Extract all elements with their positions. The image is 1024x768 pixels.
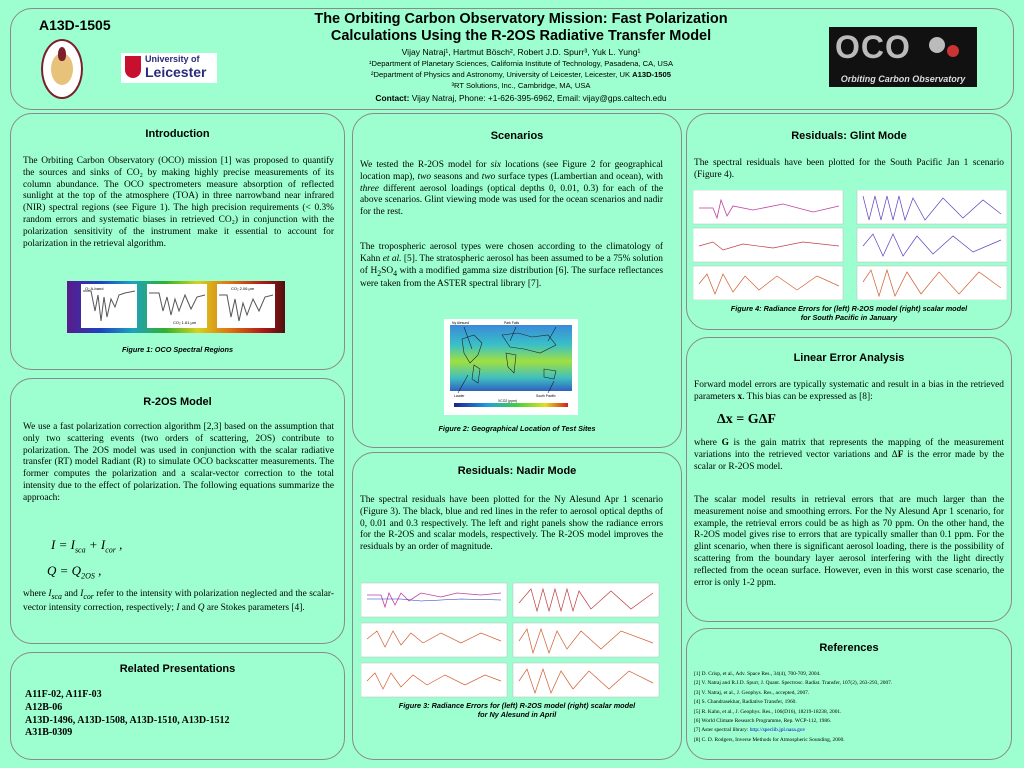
glint-title: Residuals: Glint Mode [791,130,907,142]
linear-error-analysis-panel [686,337,1012,622]
list-item: A12B-06 [25,701,63,713]
glint-text: The spectral residuals have been plotted for the South Pacific Jan 1 scenario (Figure 4). [694,158,1004,180]
figure-2-location-map [444,319,578,415]
list-item: [6] World Climate Research Programme, Rep. WCP-112, 1986. [694,718,832,725]
linear-title: Linear Error Analysis [793,352,905,364]
list-item: A31B-0309 [25,727,73,739]
related-list [25,689,229,740]
aster-library-link[interactable]: http://speclib.jpl.nasa.gov [749,727,806,734]
figure-2-caption: Figure 2: Geographical Location of Test Sites [438,424,596,433]
affiliation-1: ¹Department of Planetary Sciences, California Institute of Technology, Pasadena, CA, USA [368,59,674,68]
list-item: [5] R. Kahn, et al., J. Geophys. Res., 106(D16), 18219-18238, 2001. [694,708,842,715]
related-title: Related Presentations [119,663,236,675]
fig1-label-o2: O₂ A-band [85,286,104,291]
nadir-mode-panel [352,452,682,760]
equation-bias: Δx = GΔF [717,412,776,427]
fig1-label-co2-161: CO₂ 1.61 µm [173,320,197,325]
introduction-text: The Orbiting Carbon Observatory (OCO) mission [1] was proposed to quantify the sources and sinks of CO₂ by making highly precise measurements of its column abundance. The OCO spectrometers measure absorption of reflected sunlight at the top of the atmosphere (TOA) in three narrowband near infrared (NIR) spectral regions (see Figure 1). The high precision requirements (< 0.3% random errors and systematic biases in retrieved CO₂) in conjunction with the polarization sensitivity of the instrument make it essential to account for polarization in the retrieval algorithm. [23,156,334,249]
svg-text:Lauder: Lauder [454,394,465,398]
list-item: [3] V. Natraj, et al., J. Geophys. Res., accepted, 2007. [694,689,810,696]
svg-text:South Pacific: South Pacific [536,394,556,398]
list-item: [8] C. D. Rodgers, Inverse Methods for Atmospheric Sounding, 2000. [694,736,845,743]
caltech-seal-logo [41,39,83,99]
scenarios-text-1: We tested the R-2OS model for six locations (see Figure 2 for geographical location map), two seasons and two surface types (Lambertian and ocean), with three different aerosol loadings (optical depths 0, 0.01, 0.3) for each of the above scenarios. Glint viewing mode was used for the ocean scenarios and nadir for the rest. [360,160,663,218]
figure-1-caption: Figure 1: OCO Spectral Regions [121,345,234,354]
fig1-label-co2-206: CO₂ 2.06 µm [231,286,255,291]
introduction-title: Introduction [145,128,210,140]
affiliation-3: ³RT Solutions, Inc., Cambridge, MA, USA [451,81,591,90]
related-presentations-panel [10,652,345,760]
poster-id: A13D-1505 [39,17,111,33]
r2os-text-2: where $I_{sca}$ and $I_{cor}$ refer to the intensity with polarization neglected and the scalar-vector intensity correction, respectively; I and Q are Stokes parameters [4]. [23,589,334,613]
oco-logo: OCO Orbiting Carbon Observatory [829,27,977,87]
svg-text:XCO2 (ppm): XCO2 (ppm) [498,399,518,403]
figure-4-radiance-errors [693,190,1007,300]
linear-text-1: Forward model errors are typically systematic and result in a bias in the retrieved parameters x. This bias can be expressed as [8]: [694,380,1004,402]
leicester-logo: University of Leicester [121,53,217,83]
leicester-shield-icon [125,56,141,78]
list-item: [2] V. Natraj and R.J.D. Spurr, J. Quant. Spectrosc. Radiat. Transfer, 107(2), 263-293, 2007. [694,680,893,687]
header-panel [10,8,1014,110]
affiliation-2: ²Department of Physics and Astronomy, University of Leicester, Leicester, UK A13D-1505 [371,70,671,79]
references-list [694,670,892,745]
r2os-model-panel [10,378,345,644]
figure-3-caption: Figure 3: Radiance Errors for (left) R-2OS model (right) scalar model for Ny Alesund in April [398,701,636,719]
contact: Contact: Vijay Natraj, Phone: +1-626-395-6962, Email: vijay@gps.caltech.edu [375,93,667,103]
svg-text:Ny Alesund: Ny Alesund [452,321,470,325]
references-title: References [819,642,879,654]
equation-stokes-q: $Q = Q_{2OS}$ , [47,563,102,581]
svg-text:Park Falls: Park Falls [504,321,520,325]
list-item: [1] D. Crisp, et al., Adv. Space Res., 34(4), 700-709, 2004. [694,671,821,677]
r2os-text: We use a fast polarization correction algorithm [2,3] based on the assumption that only two scattering events (two orders of scattering, 2OS) contribute to polarization. The 2OS model was used in conjunction with the scalar radiative transfer (RT) model Radiant (R) to simulate OCO backscatter measurements. The former computes the polarization and a scalar-vector correction to the total intensity due to the effect of polarization. The following equations summarize the approach: [23,422,334,503]
figure-4-caption: Figure 4: Radiance Errors for (left) R-2OS model (right) scalar model for South Pacific in January [730,304,968,322]
scenarios-panel [352,113,682,448]
nadir-title: Residuals: Nadir Mode [457,465,577,477]
scenarios-title: Scenarios [490,130,544,142]
figure-1-spectral-regions [67,281,285,333]
glint-mode-panel [686,113,1012,330]
r2os-title: R-2OS Model [143,396,212,408]
list-item: [7] Aster spectral library: http://speclib.jpl.nasa.gov [694,727,806,734]
equation-intensity: $I = I_{sca} + I_{cor}$ , [51,537,123,555]
introduction-panel [10,113,345,370]
list-item: A11F-02, A11F-03 [25,689,102,700]
figure-3-radiance-errors [361,581,661,699]
authors: Vijay Natraj¹, Hartmut Bösch², Robert J.D. Spurr³, Yuk L. Yung¹ [401,47,641,57]
nadir-text: The spectral residuals have been plotted for the Ny Alesund Apr 1 scenario (Figure 3). The black, blue and red lines in the refer to aerosol optical depths of 0, 0.01 and 0.3 respectively. The left and right panels show the radiance errors for the R-2OS and scalar models, respectively. The R-2OS model improves the residuals by an order of magnitude. [360,495,663,553]
linear-text-2: where G is the gain matrix that represents the mapping of the measurement variations into the retrieved vector variations and ΔF is the error made by the scalar or R-2OS model. [694,438,1004,472]
scenarios-text-2: The tropospheric aerosol types were chosen according to the climatology of Kahn et al. [5]. The stratospheric aerosol has been assumed to be a 75% solution of $H_2SO_4$ with a modified gamma size distribution [6]. The surface reflectances were taken from the ASTER spectral library [7]. [360,242,663,290]
list-item: [4] S. Chandrasekhar, Radiative Transfer, 1960. [694,699,797,706]
list-item: A13D-1496, A13D-1508, A13D-1510, A13D-1512 [25,714,230,726]
poster-title: The Orbiting Carbon Observatory Mission: Fast Polarization Calculations Using the R-2OS Radiative Transfer Model [314,11,728,44]
linear-text-3: The scalar model results in retrieval errors that are much larger than the measurement noise and smoothing errors. For the Ny Alesund Apr 1 scenario, for example, the retrieval errors could be as high as 70 ppm. On the other hand, the R-2OS model gives rise to errors that are typically smaller than 0.1 ppm. For the glint scenario, when there is significant aerosol loading, there is the possibility of scattering from the boundary layer aerosol interfering with the light directly reflected from the ocean surface. However, even in this worst case scenario, the error is only 1-2 ppm. [694,495,1004,588]
references-panel [686,628,1012,760]
